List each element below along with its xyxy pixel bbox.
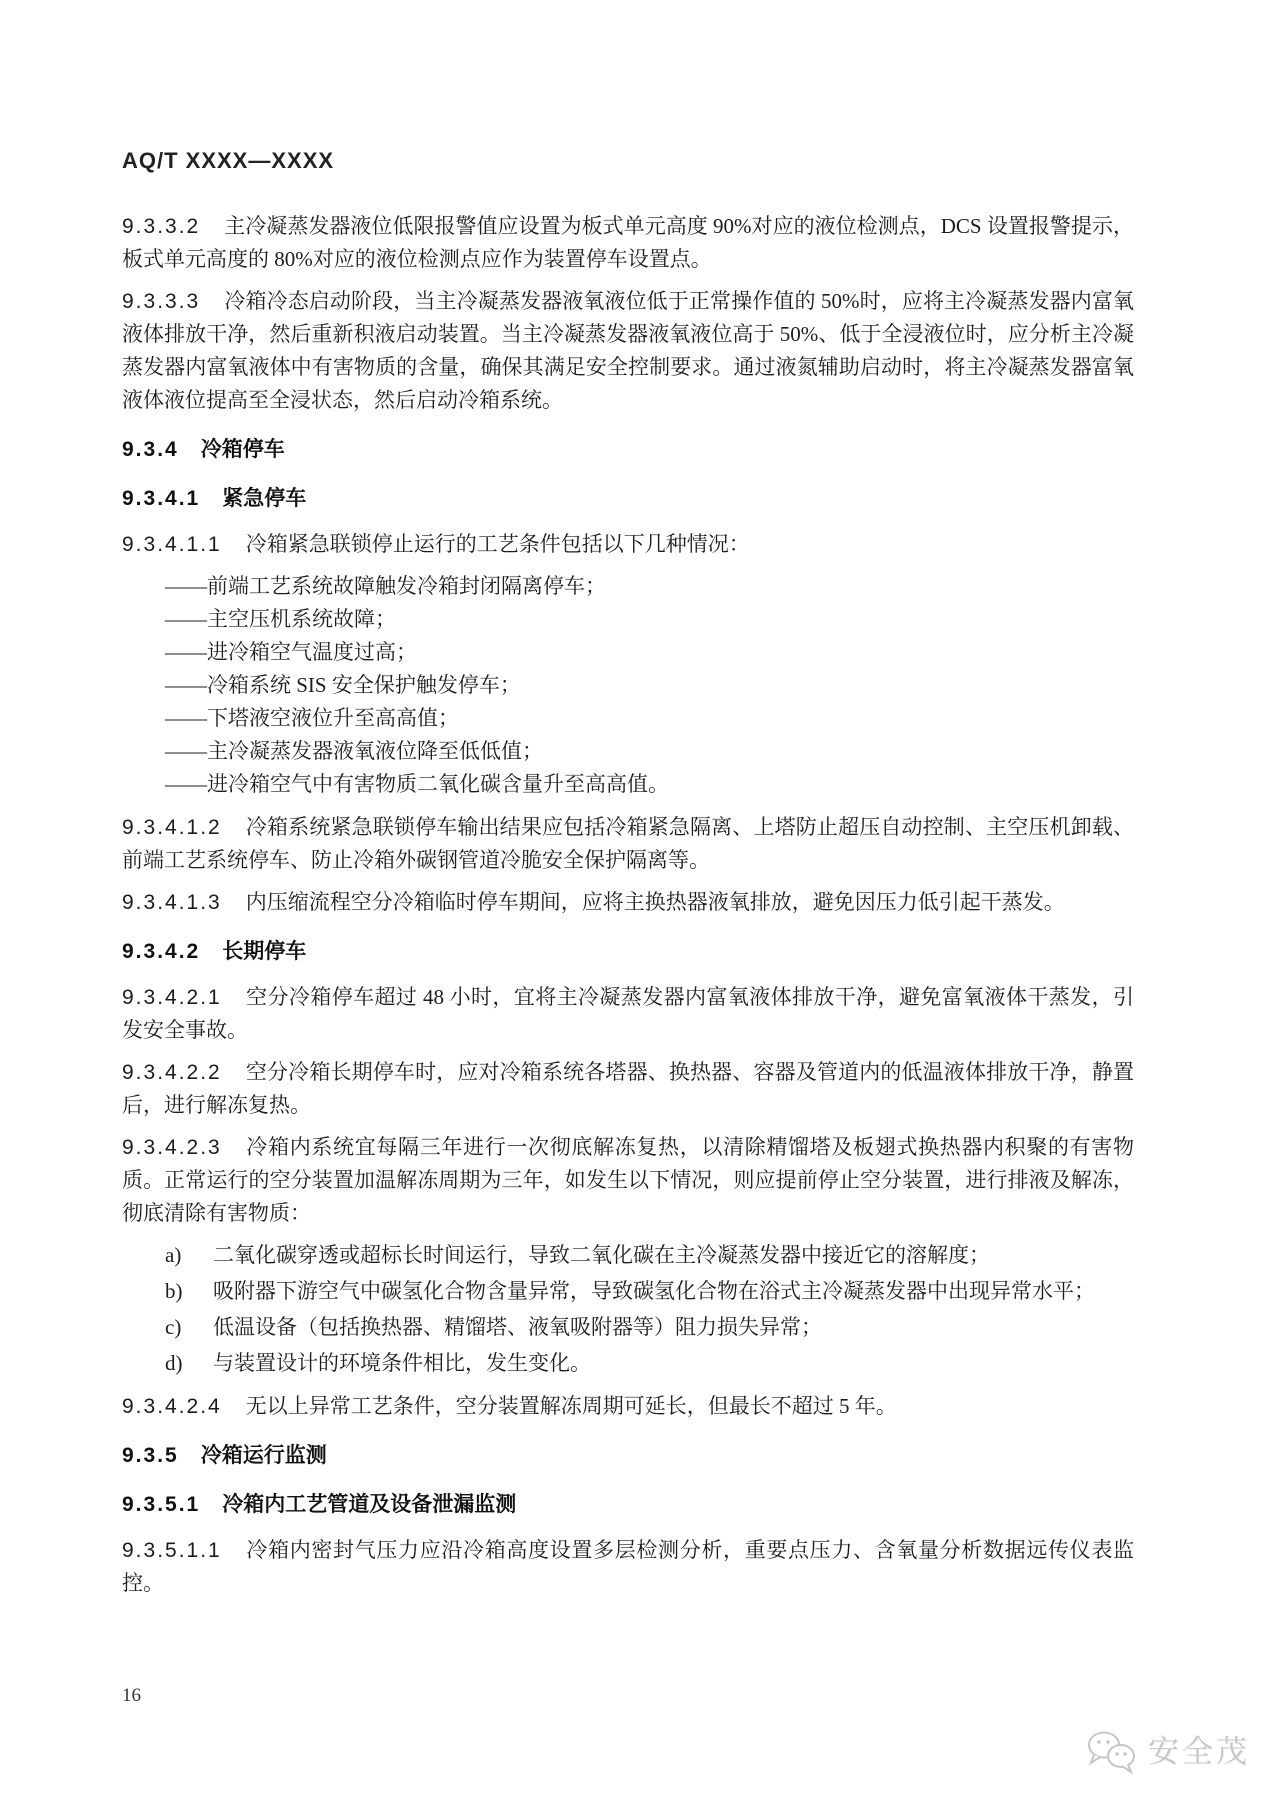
section-title: 冷箱内工艺管道及设备泄漏监测: [222, 1493, 517, 1516]
item-label: a): [165, 1243, 182, 1267]
clause-paragraph: [122, 210, 1134, 276]
clause-number: 9.3.4.2.4: [122, 1395, 222, 1418]
watermark: [1084, 1730, 1250, 1774]
section-heading: [122, 935, 1134, 968]
item-label: c): [165, 1315, 182, 1339]
letter-list-item: [122, 1347, 1134, 1380]
clause-text: 冷箱内密封气压力应沿冷箱高度设置多层检测分析，重要点压力、含氧量分析数据远传仪表监控。: [122, 1538, 1134, 1595]
dash-list-item: ——主冷凝蒸发器液氧液位降至低低值；: [165, 739, 543, 763]
clause-text: 空分冷箱长期停车时，应对冷箱系统各塔器、换热器、容器及管道内的低温液体排放干净，静置后，进行解冻复热。: [122, 1060, 1134, 1117]
clause-paragraph: [122, 981, 1134, 1047]
clause-number: 9.3.3.3: [122, 290, 201, 313]
wechat-icon: [1084, 1730, 1140, 1774]
letter-list-item: [122, 1239, 1134, 1272]
clause-text: 冷箱内系统宜每隔三年进行一次彻底解冻复热，以清除精馏塔及板翅式换热器内积聚的有害物质。正常运行的空分装置加温解冻周期为三年，如发生以下情况，则应提前停止空分装置，进行排液及解冻，彻底清除有害物质：: [122, 1135, 1134, 1225]
clause-text: 主冷凝蒸发器液位低限报警值应设置为板式单元高度 90%对应的液位检测点，DCS 设置报警提示，板式单元高度的 80%对应的液位检测点应作为装置停车设置点。: [122, 214, 1134, 271]
watermark-text: 安全茂: [1148, 1734, 1250, 1769]
clause-paragraph: [122, 528, 1134, 561]
letter-list-item: [122, 1311, 1134, 1344]
clause-paragraph: [122, 1534, 1134, 1600]
letter-list-item: [122, 1275, 1134, 1308]
dash-list-item: ——进冷箱空气温度过高；: [165, 640, 417, 664]
section-title: 紧急停车: [222, 487, 307, 510]
section-number: 9.3.5: [122, 1444, 179, 1467]
item-text: 低温设备（包括换热器、精馏塔、液氧吸附器等）阻力损失异常；: [213, 1315, 822, 1339]
item-text: 与装置设计的环境条件相比，发生变化。: [213, 1351, 591, 1375]
dash-list-item: ——冷箱系统 SIS 安全保护触发停车；: [165, 673, 521, 697]
dash-list: [122, 570, 1134, 801]
clause-number: 9.3.4.2.3: [122, 1136, 222, 1159]
section-heading: [122, 1488, 1134, 1521]
document-content: [122, 146, 1134, 1609]
clause-text: 无以上异常工艺条件，空分装置解冻周期可延长，但最长不超过 5 年。: [245, 1394, 897, 1418]
item-label: b): [165, 1279, 183, 1303]
clause-number: 9.3.4.2.1: [122, 986, 222, 1009]
clause-number: 9.3.4.1.2: [122, 816, 222, 839]
clause-paragraph: [122, 811, 1134, 877]
item-text: 二氧化碳穿透或超标长时间运行，导致二氧化碳在主冷凝蒸发器中接近它的溶解度；: [213, 1243, 990, 1267]
page-number: 16: [122, 1685, 141, 1706]
document-header: AQ/T XXXX—XXXX: [122, 148, 335, 173]
item-label: d): [165, 1351, 183, 1375]
clause-number: 9.3.4.1.1: [122, 533, 222, 556]
section-title: 长期停车: [222, 940, 307, 963]
dash-list-item: ——主空压机系统故障；: [165, 607, 396, 631]
clause-text: 冷箱紧急联锁停止运行的工艺条件包括以下几种情况：: [245, 532, 750, 556]
dash-list-item: ——进冷箱空气中有害物质二氧化碳含量升至高高值。: [165, 772, 669, 796]
clause-paragraph: [122, 1131, 1134, 1230]
section-number: 9.3.4: [122, 438, 179, 461]
dash-list-item: ——下塔液空液位升至高高值；: [165, 706, 459, 730]
clause-text: 内压缩流程空分冷箱临时停车期间，应将主换热器液氧排放，避免因压力低引起干蒸发。: [245, 890, 1065, 914]
clause-number: 9.3.4.2.2: [122, 1061, 222, 1084]
clause-paragraph: [122, 285, 1134, 417]
clause-number: 9.3.3.2: [122, 215, 201, 238]
letter-list: [122, 1239, 1134, 1380]
section-heading: [122, 1439, 1134, 1472]
clause-paragraph: [122, 886, 1134, 919]
clause-paragraph: [122, 1390, 1134, 1423]
section-number: 9.3.4.2: [122, 940, 201, 963]
section-title: 冷箱停车: [200, 438, 285, 461]
item-text: 吸附器下游空气中碳氢化合物含量异常，导致碳氢化合物在浴式主冷凝蒸发器中出现异常水平；: [213, 1279, 1095, 1303]
section-title: 冷箱运行监测: [200, 1444, 327, 1467]
clause-number: 9.3.5.1.1: [122, 1539, 222, 1562]
section-heading: [122, 433, 1134, 466]
section-number: 9.3.4.1: [122, 487, 201, 510]
section-heading: [122, 482, 1134, 515]
clause-paragraph: [122, 1056, 1134, 1122]
section-number: 9.3.5.1: [122, 1493, 201, 1516]
clause-text: 冷箱系统紧急联锁停车输出结果应包括冷箱紧急隔离、上塔防止超压自动控制、主空压机卸载、前端工艺系统停车、防止冷箱外碳钢管道冷脆安全保护隔离等。: [122, 815, 1134, 872]
clause-number: 9.3.4.1.3: [122, 891, 222, 914]
dash-list-item: ——前端工艺系统故障触发冷箱封闭隔离停车；: [165, 574, 606, 598]
clause-text: 空分冷箱停车超过 48 小时，宜将主冷凝蒸发器内富氧液体排放干净，避免富氧液体干蒸发，引发安全事故。: [122, 985, 1134, 1042]
clause-text: 冷箱冷态启动阶段，当主冷凝蒸发器液氧液位低于正常操作值的 50%时，应将主冷凝蒸发器内富氧液体排放干净，然后重新积液启动装置。当主冷凝蒸发器液氧液位高于 50%、低于全浸液位时，应分析主冷凝蒸发器内富氧液体中有害物质的含量，确保其满足安全控制要求。通过液氮辅助启动时，将主冷凝蒸发器富氧液体液位提高至全浸状态，然后启动冷箱系统。: [122, 289, 1134, 412]
